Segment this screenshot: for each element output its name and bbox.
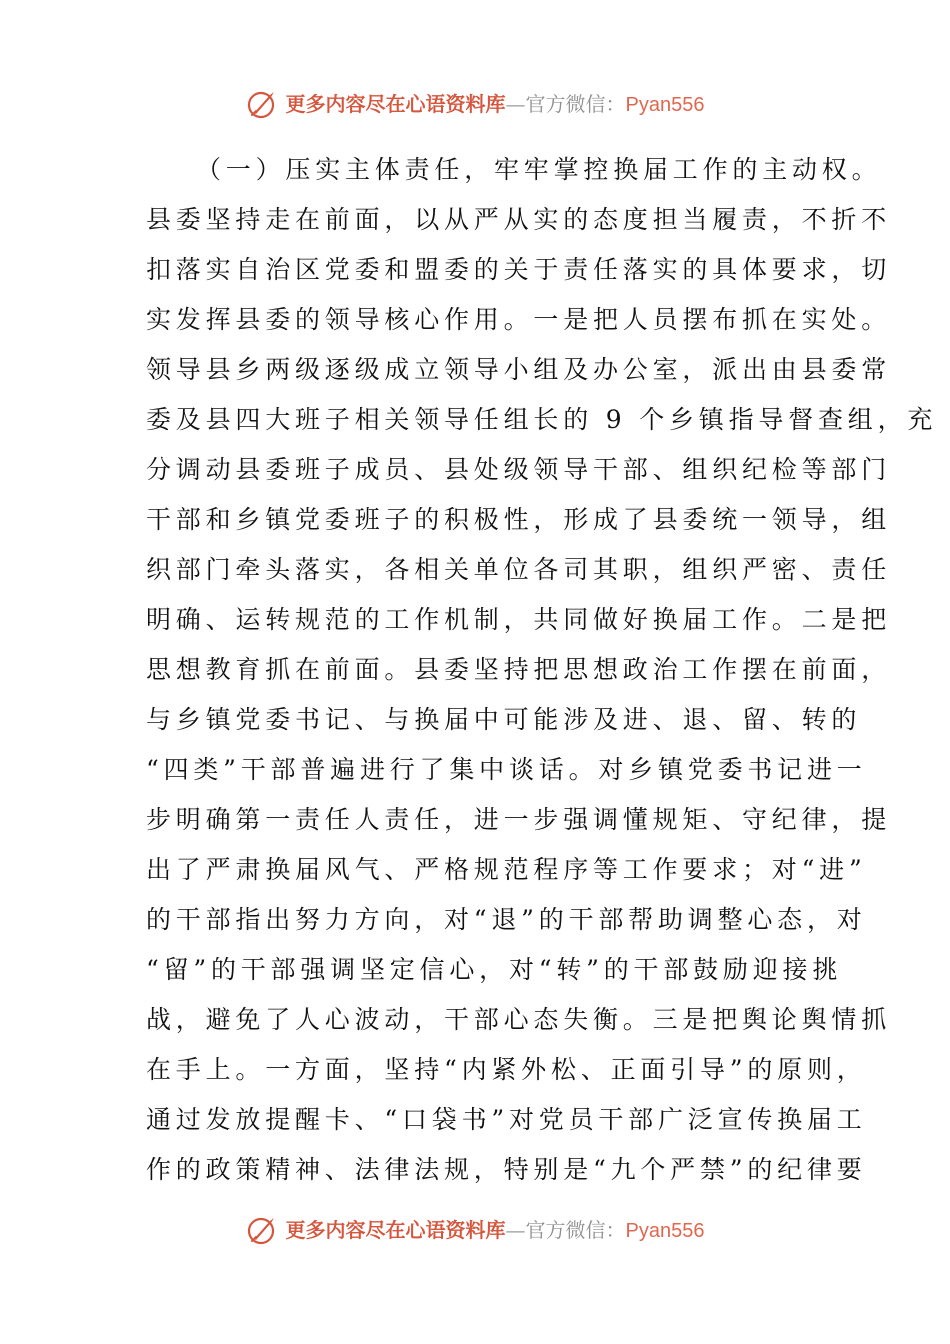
paragraph-line: 织部门牵头落实，各相关单位各司其职，组织严密、责任 [146, 555, 892, 584]
banner-wechat-label: 官方微信： [525, 91, 626, 116]
paragraph-line: 的干部指出努力方向，对“退”的干部帮助调整心态，对 [146, 905, 867, 934]
paragraph-line: 与乡镇党委书记、与换届中可能涉及进、退、留、转的 [146, 705, 862, 734]
banner-wechat-id: Pyan556 [625, 93, 705, 116]
paragraph-line: 出了严肃换届风气、严格规范程序等工作要求；对“进” [146, 855, 867, 884]
banner-brand: 更多内容尽在心语资料库 [285, 1217, 506, 1242]
banner-text [286, 84, 705, 125]
paragraph-line: “留”的干部强调坚定信心，对“转”的干部鼓励迎接挑 [146, 955, 843, 984]
paragraph-line: 领导县乡两级逐级成立领导小组及办公室，派出由县委常 [146, 355, 892, 384]
banner-separator: — [505, 1217, 526, 1242]
banner-separator: — [505, 91, 526, 116]
footer-banner [0, 1210, 950, 1250]
paragraph-line: 明确、运转规范的工作机制，共同做好换届工作。二是把 [146, 605, 892, 634]
banner-wechat-id: Pyan556 [625, 1219, 705, 1242]
paragraph-line: “四类”干部普遍进行了集中谈话。对乡镇党委书记进一 [146, 755, 867, 784]
paragraph-line: 扣落实自治区党委和盟委的关于责任落实的具体要求，切 [146, 255, 892, 284]
paragraph-line: 战，避免了人心波动，干部心态失衡。三是把舆论舆情抓 [146, 1005, 892, 1034]
paragraph-line: 分调动县委班子成员、县处级领导干部、组织纪检等部门 [146, 455, 892, 484]
banner-brand: 更多内容尽在心语资料库 [285, 91, 506, 116]
paragraph-line: 在手上。一方面，坚持“内紧外松、正面引导”的原则， [146, 1055, 867, 1084]
banner-text [286, 1210, 705, 1251]
paragraph-line: 实发挥县委的领导核心作用。一是把人员摆布抓在实处。 [146, 305, 892, 334]
paragraph-line: 思想教育抓在前面。县委坚持把思想政治工作摆在前面， [146, 655, 892, 684]
quill-pen-logo-icon [246, 87, 280, 121]
banner-wechat-label: 官方微信： [525, 1217, 626, 1242]
paragraph-line: （一）压实主体责任，牢牢掌控换届工作的主动权。 [196, 155, 882, 184]
paragraph-line: 县委坚持走在前面，以从严从实的态度担当履责，不折不 [146, 205, 892, 234]
paragraph-line: 通过发放提醒卡、“口袋书”对党员干部广泛宣传换届工 [146, 1105, 867, 1134]
paragraph-line: 作的政策精神、法律法规，特别是“九个严禁”的纪律要 [146, 1155, 867, 1184]
header-banner [0, 84, 950, 124]
paragraph-line: 干部和乡镇党委班子的积极性，形成了县委统一领导，组 [146, 505, 892, 534]
paragraph-line: 委及县四大班子相关领导任组长的 9 个乡镇指导督查组，充 [146, 405, 938, 434]
document-body [146, 145, 938, 1195]
quill-pen-logo-icon [246, 1213, 280, 1247]
paragraph-line: 步明确第一责任人责任，进一步强调懂规矩、守纪律，提 [146, 805, 892, 834]
